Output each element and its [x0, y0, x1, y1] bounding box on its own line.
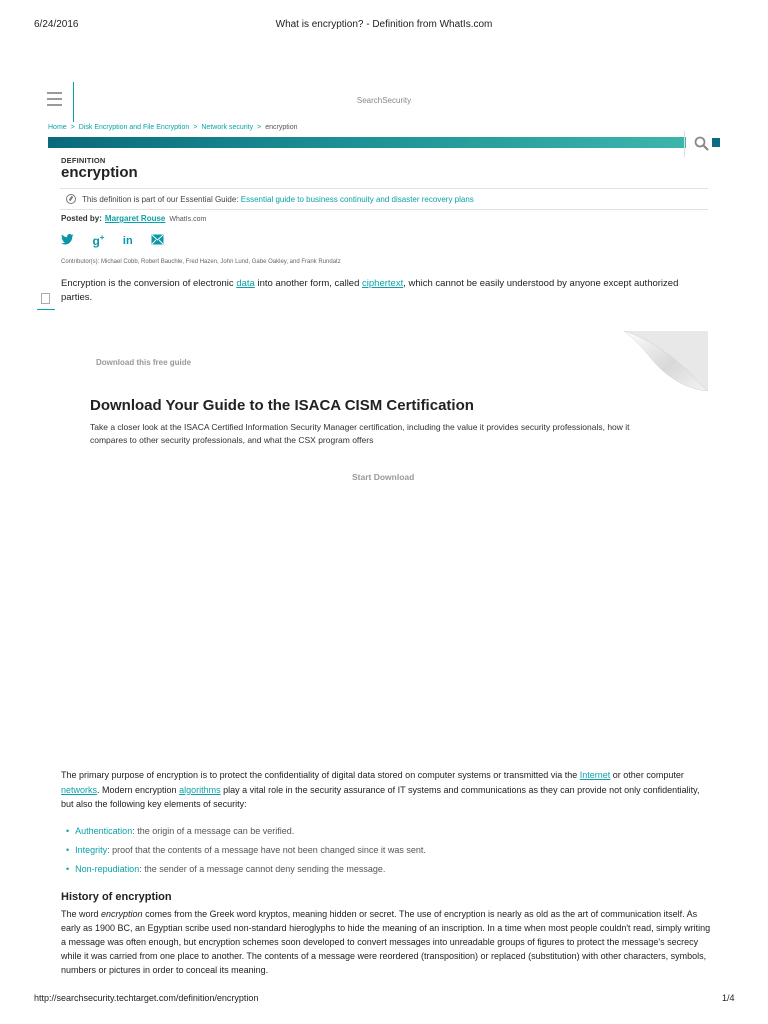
breadcrumb-current: encryption [265, 124, 298, 131]
promo-label: Download this free guide [96, 358, 192, 367]
promo-title: Download Your Guide to the ISACA CISM Certification [90, 397, 474, 414]
breadcrumb-disk-encryption[interactable]: Disk Encryption and File Encryption [78, 124, 190, 131]
list-item [66, 826, 294, 836]
history-heading: History of encryption [61, 891, 172, 903]
guide-prefix: This definition is part of our Essential Guide: [82, 195, 239, 204]
breadcrumb-network-security[interactable]: Network security [201, 124, 254, 131]
byline [61, 214, 206, 223]
linkedin-icon[interactable]: in [122, 234, 133, 247]
text: , which cannot be easily understood by anyone except authorized parties. [61, 278, 679, 303]
search-icon[interactable] [694, 136, 708, 152]
print-url: http://searchsecurity.techtarget.com/definition/encryption [34, 993, 259, 1003]
breadcrumb-separator: > [257, 124, 262, 131]
document-icon-underline [37, 309, 55, 310]
list-item-text: : the origin of a message can be verified. [132, 826, 295, 836]
header-square-marker [712, 138, 720, 147]
header-accent-bar [48, 137, 686, 148]
link-authentication[interactable]: Authentication [75, 826, 133, 836]
list-item-text: : the sender of a message cannot deny sending the message. [139, 864, 386, 874]
text: or other computer [610, 770, 684, 780]
bullet-icon: • [66, 845, 70, 855]
link-data[interactable]: data [236, 278, 255, 289]
print-doc-title: What is encryption? - Definition from WhatIs.com [275, 19, 493, 30]
text: The word [61, 909, 102, 919]
author-link[interactable]: Margaret Rouse [104, 214, 166, 223]
bullet-icon: • [66, 826, 70, 836]
link-integrity[interactable]: Integrity [75, 845, 108, 855]
search-divider [684, 131, 685, 157]
promo-description: Take a closer look at the ISACA Certified Information Security Manager certification, including the value it provides security professionals, how it compares to other security professionals, and what the CSX program offers [90, 422, 630, 445]
google-plus-icon[interactable]: g+ [92, 233, 105, 249]
text: comes from the Greek word kryptos, meaning hidden or secret. The use of encryption is nearly as old as the art of communication itself. As early as 1900 BC, an Egyptian scribe used non-standard hieroglyphs to hide the meaning of an inscription. In a time when most people couldn't read, simply writing a message was often enough, but encryption schemes soon developed to convert messages into unreadable groups of figures to protect the message's secrecy while it was carried from one place to another. The contents of a message were reordered (transposition) or replaced (substitution) with other characters, symbols, numbers or pictures in order to conceal its meaning. [61, 909, 711, 975]
contributors: Contributor(s): Michael Cobb, Robert Bauchle, Fred Hazen, John Lund, Gabe Oakley, and Frank Rundatz [61, 259, 341, 265]
posted-by-label: Posted by: [61, 214, 102, 223]
menu-icon[interactable] [47, 92, 62, 106]
breadcrumb-separator: > [70, 124, 75, 131]
start-download-button[interactable]: Start Download [352, 472, 415, 482]
link-algorithms[interactable]: algorithms [179, 784, 221, 795]
emphasis: encryption [101, 909, 143, 919]
text: play a vital role in the security assurance of IT systems and communications as they can provide not only confidentiality, but also the following key elements of security: [61, 784, 700, 809]
page-curl-graphic [624, 331, 708, 391]
email-icon[interactable] [151, 234, 164, 248]
intro-paragraph [61, 277, 709, 305]
breadcrumb-home[interactable]: Home [48, 124, 67, 131]
twitter-icon[interactable] [61, 234, 74, 248]
purpose-paragraph [61, 768, 709, 812]
definition-label: DEFINITION [61, 156, 106, 165]
list-item [66, 864, 385, 874]
history-paragraph [61, 907, 711, 977]
breadcrumb [48, 124, 298, 131]
breadcrumb-separator: > [193, 124, 198, 131]
link-networks[interactable]: networks [61, 784, 98, 795]
print-page-number: 1/4 [722, 993, 735, 1003]
compass-icon [66, 194, 76, 204]
link-internet[interactable]: Internet [579, 770, 611, 780]
social-share-bar [61, 232, 178, 249]
divider [60, 188, 708, 189]
text: The primary purpose of encryption is to protect the confidentiality of digital data stored on computer systems or transmitted via the [61, 770, 580, 780]
list-item [66, 845, 426, 855]
text: . Modern encryption [97, 784, 180, 795]
link-non-repudiation[interactable]: Non-repudiation [75, 864, 140, 874]
divider [60, 209, 708, 210]
document-icon[interactable] [41, 293, 50, 304]
list-item-text: : proof that the contents of a message have not been changed since it was sent. [107, 845, 426, 855]
essential-guide-note [66, 194, 474, 204]
essential-guide-link[interactable]: Essential guide to business continuity and disaster recovery plans [240, 195, 474, 204]
bullet-icon: • [66, 864, 70, 874]
site-name[interactable]: SearchSecurity [356, 96, 412, 105]
print-date: 6/24/2016 [34, 19, 79, 30]
text: into another form, called [254, 278, 363, 289]
author-site: WhatIs.com [169, 216, 207, 223]
page-title: encryption [61, 164, 138, 181]
text: Encryption is the conversion of electronic [61, 278, 237, 289]
link-ciphertext[interactable]: ciphertext [362, 278, 404, 289]
